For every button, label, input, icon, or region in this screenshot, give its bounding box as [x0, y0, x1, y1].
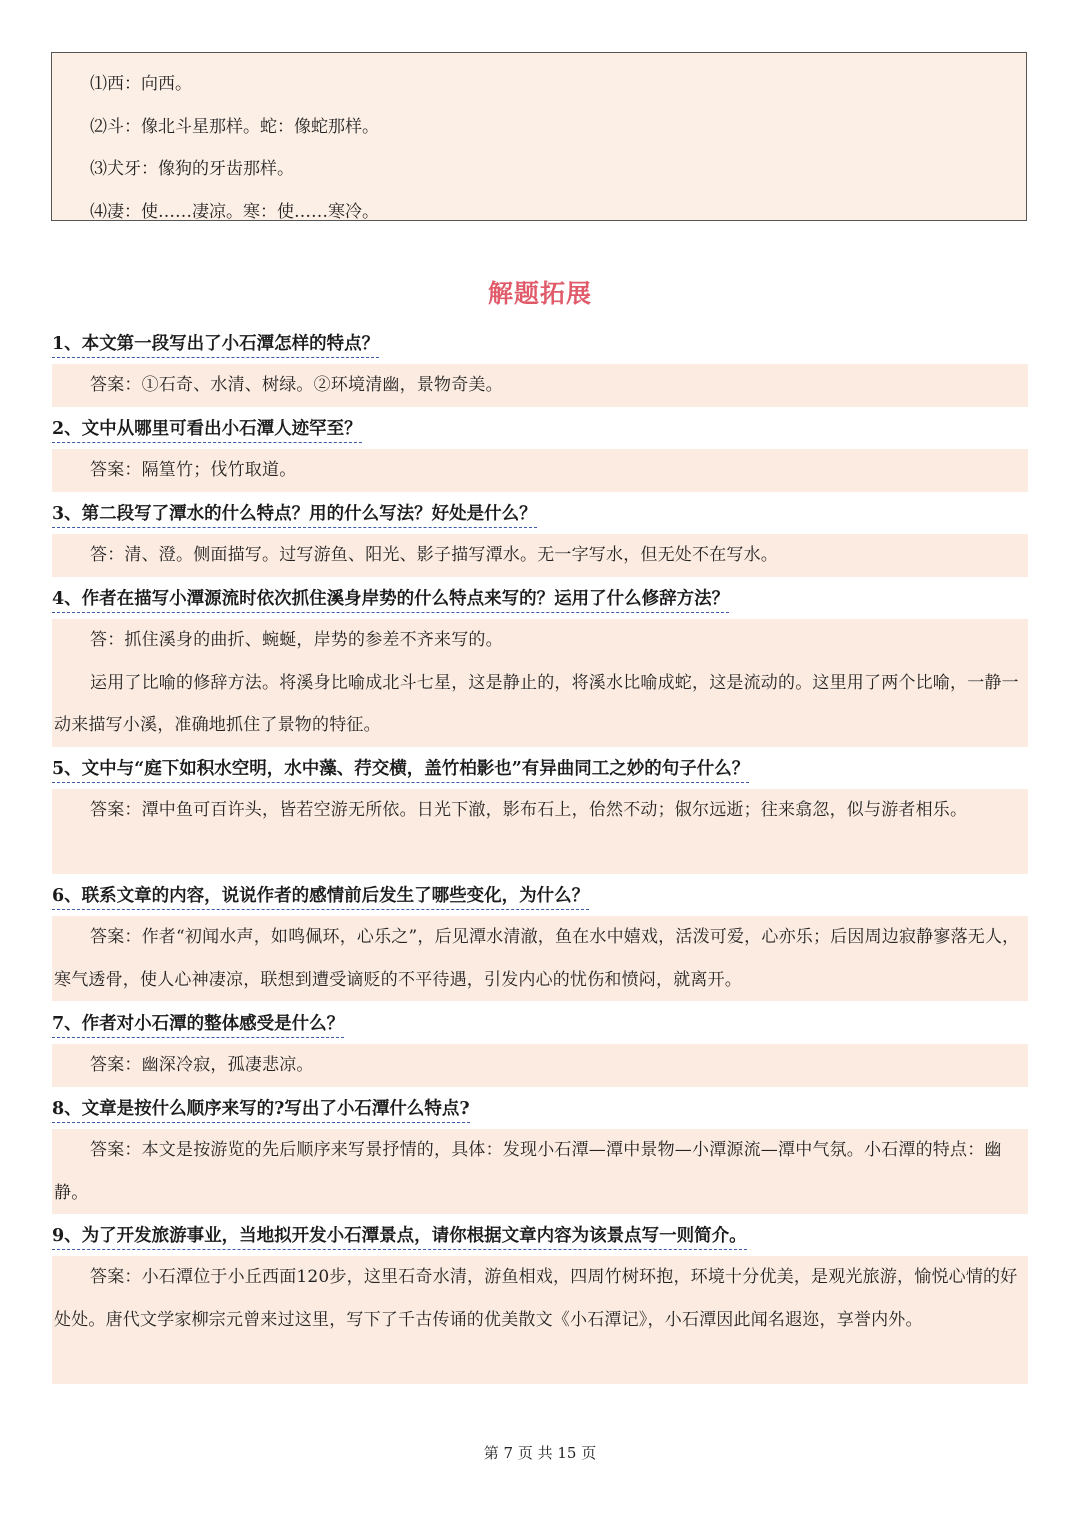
- answer-box: [52, 364, 1028, 407]
- note-line: ⑵斗：像北斗星那样。蛇：像蛇那样。: [90, 116, 379, 137]
- answer-text: 答案：①石奇、水清、树绿。②环境清幽，景物奇美。: [90, 375, 503, 395]
- question: 3、第二段写了潭水的什么特点？用的什么写法？好处是什么？: [52, 502, 537, 528]
- note-line: ⑴西：向西。: [90, 74, 192, 94]
- question: 6、联系文章的内容，说说作者的感情前后发生了哪些变化，为什么？: [52, 884, 589, 910]
- section-title: 解题拓展: [487, 279, 592, 308]
- qa-item-9: [52, 1224, 1028, 1384]
- qa-item-8: [52, 1097, 1028, 1214]
- answer-box: [52, 534, 1028, 577]
- question: 7、作者对小石潭的整体感受是什么？: [52, 1012, 344, 1038]
- note-line: ⑷凄：使……凄凉。寒：使……寒冷。: [90, 201, 379, 222]
- qa-item-2: [52, 417, 1028, 492]
- answer-box: [52, 619, 1028, 747]
- answer-text: 答案：本文是按游览的先后顺序来写景抒情的，具体：发现小石潭—潭中景物—小潭源流—潭中气氛。小石潭的特点：幽静。: [54, 1140, 1002, 1203]
- answer-text: 答案：小石潭位于小丘西面120步，这里石奇水清，游鱼相戏，四周竹树环抱，环境十分优美，是观光旅游，愉悦心情的好处处。唐代文学家柳宗元曾来过这里，写下了千古传诵的优美散文《小石潭记》，小石潭因此闻名遐迩，享誉内外。: [54, 1267, 1018, 1330]
- answer-box: [52, 1044, 1028, 1087]
- note-line: ⑶犬牙：像狗的牙齿那样。: [90, 159, 294, 179]
- qa-item-7: [52, 1012, 1028, 1087]
- answer-text: 答案：幽深冷寂，孤凄悲凉。: [90, 1055, 314, 1075]
- answer-text: 答：抓住溪身的曲折、蜿蜒，岸势的参差不齐来写的。: [90, 630, 503, 650]
- qa-item-6: [52, 884, 1028, 1001]
- qa-item-1: [52, 332, 1028, 407]
- question: 1、本文第一段写出了小石潭怎样的特点？: [52, 332, 379, 358]
- answer-text: 运用了比喻的修辞方法。将溪身比喻成北斗七星，这是静止的，将溪水比喻成蛇，这是流动的。这里用了两个比喻，一静一动来描写小溪，准确地抓住了景物的特征。: [54, 672, 1019, 735]
- answer-text: 答案：隔篁竹；伐竹取道。: [90, 460, 297, 480]
- answer-box: [52, 1256, 1028, 1384]
- question: 2、文中从哪里可看出小石潭人迹罕至？: [52, 417, 362, 443]
- question: 9、为了开发旅游事业，当地拟开发小石潭景点，请你根据文章内容为该景点写一则简介。: [52, 1224, 747, 1250]
- question: 8、文章是按什么顺序来写的?写出了小石潭什么特点?: [52, 1097, 470, 1123]
- answer-box: [52, 916, 1028, 1001]
- answer-box: [52, 1129, 1028, 1214]
- page-footer: 第 7 页 共 15 页: [483, 1444, 597, 1462]
- answer-box: [52, 449, 1028, 492]
- question: 5、文中与“庭下如积水空明，水中藻、荇交横，盖竹柏影也”有异曲同工之妙的句子什么？: [52, 757, 749, 783]
- qa-item-4: [52, 587, 1028, 747]
- answer-text: 答案：作者“初闻水声，如鸣佩环，心乐之”，后见潭水清澈，鱼在水中嬉戏，活泼可爱，心亦乐；后因周边寂静寥落无人，寒气透骨，使人心神凄凉，联想到遭受谪贬的不平待遇，引发内心的忧伤和愤闷，就离开。: [54, 927, 1020, 990]
- qa-item-3: [52, 502, 1028, 577]
- question: 4、作者在描写小潭源流时依次抓住溪身岸势的什么特点来写的？运用了什么修辞方法？: [52, 587, 729, 613]
- qa-item-5: [52, 757, 1028, 874]
- notes-box: [51, 52, 1027, 221]
- answer-text: 答案：潭中鱼可百许头，皆若空游无所依。日光下澈，影布石上，佁然不动；俶尔远逝；往来翕忽，似与游者相乐。: [90, 800, 968, 820]
- answer-text: 答：清、澄。侧面描写。过写游鱼、阳光、影子描写潭水。无一字写水，但无处不在写水。: [90, 545, 778, 565]
- answer-box: [52, 789, 1028, 874]
